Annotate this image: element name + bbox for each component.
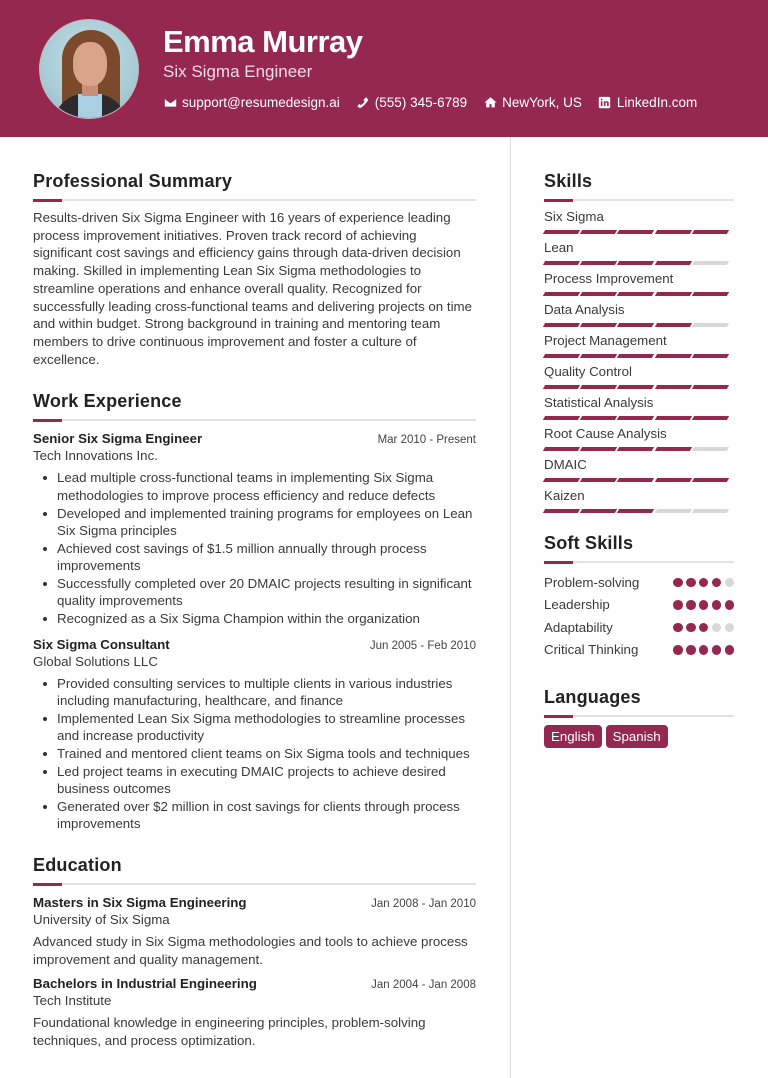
soft-skill-name: Problem-solving — [544, 574, 640, 590]
rating-segment — [654, 478, 691, 482]
contact-linkedin-text: LinkedIn.com — [616, 95, 698, 110]
rating-segment — [543, 509, 580, 513]
skill-item — [544, 240, 734, 265]
skill-rating-bar — [544, 509, 734, 513]
degree-title: Bachelors in Industrial Engineering — [33, 976, 257, 992]
language-badge: English — [544, 725, 602, 748]
rating-segment — [692, 292, 729, 296]
summary-text: Results-driven Six Sigma Engineer with 16 years of experience leading process improvement initiatives. Proven track record of achieving significant cost savings and efficiency gains through data-driven decision making. Skilled in implementing Lean Six Sigma methodologies to streamline operations and enhance overall quality. Recognized for successfully leading cross-functional teams and delivering projects on time and within budget. Strong background in training and mentoring team members to drive continuous improvement and foster a culture of excellence. — [33, 210, 473, 367]
rating-dot-icon — [673, 645, 683, 655]
rating-dot-icon — [725, 645, 735, 655]
skill-name: Six Sigma — [544, 209, 604, 224]
rating-segment — [617, 292, 654, 296]
rating-segment — [654, 354, 691, 358]
rating-segment — [617, 447, 654, 451]
skill-name: Data Analysis — [544, 302, 625, 317]
section-heading: Skills — [544, 171, 593, 191]
skill-rating-bar — [544, 478, 734, 482]
rating-segment — [692, 478, 729, 482]
skill-name: DMAIC — [544, 457, 587, 472]
skill-name: Root Cause Analysis — [544, 426, 667, 441]
job-entry — [33, 431, 476, 627]
rating-segment — [543, 416, 580, 420]
skills-list — [544, 209, 734, 513]
list-item: Trained and mentored client teams on Six Sigma tools and techniques — [33, 745, 476, 763]
rating-dot-icon — [725, 578, 735, 588]
contact-list — [163, 95, 713, 110]
experience-section — [33, 391, 476, 833]
soft-skill-item — [544, 594, 734, 617]
rating-segment — [543, 478, 580, 482]
rating-segment — [617, 354, 654, 358]
rating-segment — [543, 230, 580, 234]
skill-rating-bar — [544, 447, 734, 451]
profile-photo — [39, 19, 139, 119]
soft-skill-name: Critical Thinking — [544, 642, 639, 658]
section-heading: Soft Skills — [544, 533, 634, 553]
language-badge: Spanish — [606, 725, 668, 748]
section-rule — [544, 199, 734, 201]
education-date: Jan 2004 - Jan 2008 — [371, 979, 476, 992]
rating-segment — [617, 478, 654, 482]
rating-segment — [617, 323, 654, 327]
rating-segment — [543, 354, 580, 358]
education-entry — [33, 895, 476, 968]
rating-dot-icon — [712, 645, 722, 655]
list-item: Implemented Lean Six Sigma methodologies to streamline processes and increase productivity — [33, 710, 476, 745]
rating-dot-icon — [712, 578, 722, 588]
contact-email[interactable] — [163, 95, 340, 110]
rating-segment — [654, 323, 691, 327]
list-item: Developed and implemented training programs for employees on Lean Six Sigma principles — [33, 505, 476, 540]
rating-dot-icon — [712, 600, 722, 610]
skills-section — [544, 171, 734, 513]
section-heading: Professional Summary — [33, 171, 233, 191]
rating-segment — [580, 385, 617, 389]
rating-segment — [654, 292, 691, 296]
rating-segment — [692, 323, 729, 327]
home-icon — [483, 96, 497, 110]
job-title: Senior Six Sigma Engineer — [33, 431, 203, 447]
list-item: Provided consulting services to multiple clients in various industries including manufacturing, healthcare, and finance — [33, 675, 476, 710]
rating-segment — [543, 323, 580, 327]
skill-rating-bar — [544, 230, 734, 234]
rating-segment — [692, 354, 729, 358]
school-name: University of Six Sigma — [33, 912, 170, 928]
list-item: Lead multiple cross-functional teams in implementing Six Sigma methodologies to improve process efficiency and reduce defects — [33, 469, 476, 504]
rating-dot-icon — [673, 600, 683, 610]
skill-rating-bar — [544, 261, 734, 265]
rating-segment — [654, 385, 691, 389]
rating-segment — [692, 416, 729, 420]
skill-item — [544, 426, 734, 451]
rating-dot-icon — [712, 623, 722, 633]
summary-section — [33, 171, 476, 368]
rating-dot-icon — [699, 600, 709, 610]
main-column — [33, 137, 476, 1049]
soft-skill-rating — [670, 600, 734, 610]
education-entry — [33, 976, 476, 1049]
rating-dot-icon — [725, 600, 735, 610]
section-rule — [544, 561, 734, 563]
rating-segment — [543, 292, 580, 296]
rating-segment — [692, 447, 729, 451]
sidebar-column — [544, 137, 734, 748]
soft-skill-name: Adaptability — [544, 619, 613, 635]
contact-phone[interactable] — [356, 95, 467, 110]
skill-item — [544, 488, 734, 513]
job-title: Six Sigma Consultant — [33, 636, 170, 652]
skill-name: Kaizen — [544, 488, 585, 503]
rating-segment — [617, 509, 654, 513]
rating-segment — [692, 509, 729, 513]
contact-email-text: support@resumedesign.ai — [182, 95, 340, 110]
skill-item — [544, 271, 734, 296]
list-item: Achieved cost savings of $1.5 million annually through process improvements — [33, 540, 476, 575]
section-rule — [33, 419, 476, 421]
rating-dot-icon — [725, 623, 735, 633]
rating-segment — [580, 447, 617, 451]
soft-skill-rating — [670, 645, 734, 655]
rating-segment — [692, 261, 729, 265]
job-date: Mar 2010 - Present — [377, 434, 476, 447]
job-bullets — [33, 469, 476, 627]
rating-segment — [580, 323, 617, 327]
rating-segment — [617, 230, 654, 234]
skill-rating-bar — [544, 292, 734, 296]
skill-rating-bar — [544, 385, 734, 389]
rating-segment — [654, 509, 691, 513]
rating-dot-icon — [699, 645, 709, 655]
skill-rating-bar — [544, 416, 734, 420]
skill-name: Statistical Analysis — [544, 395, 654, 410]
column-divider — [510, 137, 511, 1078]
contact-phone-text: (555) 345-6789 — [374, 95, 468, 110]
rating-segment — [580, 230, 617, 234]
rating-dot-icon — [686, 578, 696, 588]
rating-segment — [692, 385, 729, 389]
contact-linkedin[interactable] — [598, 95, 697, 110]
envelope-icon — [163, 96, 177, 110]
skill-item — [544, 457, 734, 482]
soft-skill-item — [544, 571, 734, 594]
rating-segment — [654, 416, 691, 420]
contact-location — [483, 95, 582, 110]
list-item: Led project teams in executing DMAIC projects to achieve desired business outcomes — [33, 763, 476, 798]
languages-list — [544, 725, 734, 748]
soft-skill-rating — [670, 623, 734, 633]
rating-segment — [580, 292, 617, 296]
soft-skill-rating — [670, 578, 734, 588]
job-company: Tech Innovations Inc. — [33, 448, 158, 464]
rating-segment — [580, 416, 617, 420]
skill-item — [544, 333, 734, 358]
rating-segment — [654, 447, 691, 451]
section-rule — [544, 715, 734, 717]
rating-segment — [654, 261, 691, 265]
rating-segment — [543, 385, 580, 389]
skill-name: Quality Control — [544, 364, 632, 379]
skill-rating-bar — [544, 354, 734, 358]
section-rule — [33, 883, 476, 885]
rating-segment — [580, 509, 617, 513]
rating-dot-icon — [673, 623, 683, 633]
skill-item — [544, 395, 734, 420]
list-item: Generated over $2 million in cost savings for clients through process improvements — [33, 798, 476, 833]
degree-title: Masters in Six Sigma Engineering — [33, 895, 247, 911]
soft-skill-item — [544, 616, 734, 639]
rating-segment — [580, 261, 617, 265]
rating-segment — [654, 230, 691, 234]
contact-location-text: NewYork, US — [502, 95, 582, 110]
section-heading: Languages — [544, 687, 641, 707]
rating-dot-icon — [686, 623, 696, 633]
rating-segment — [617, 261, 654, 265]
rating-segment — [580, 354, 617, 358]
section-heading: Education — [33, 855, 122, 876]
skill-item — [544, 364, 734, 389]
section-heading: Work Experience — [33, 391, 182, 412]
skill-name: Project Management — [544, 333, 667, 348]
soft-skill-name: Leadership — [544, 597, 610, 613]
list-item: Successfully completed over 20 DMAIC projects resulting in significant quality improvements — [33, 575, 476, 610]
languages-section — [544, 687, 734, 748]
soft-skill-item — [544, 639, 734, 662]
rating-segment — [543, 447, 580, 451]
candidate-name: Emma Murray — [163, 24, 363, 59]
education-description: Foundational knowledge in engineering principles, problem-solving techniques, and process optimization. — [33, 1015, 426, 1048]
linkedin-icon — [598, 96, 612, 110]
section-rule — [33, 199, 476, 201]
rating-dot-icon — [699, 578, 709, 588]
rating-dot-icon — [673, 578, 683, 588]
skill-rating-bar — [544, 323, 734, 327]
rating-segment — [543, 261, 580, 265]
rating-segment — [692, 230, 729, 234]
resume-header — [0, 0, 768, 137]
rating-segment — [617, 416, 654, 420]
rating-dot-icon — [686, 600, 696, 610]
candidate-title: Six Sigma Engineer — [163, 62, 313, 81]
rating-segment — [580, 478, 617, 482]
list-item: Recognized as a Six Sigma Champion within the organization — [33, 610, 476, 628]
job-date: Jun 2005 - Feb 2010 — [369, 639, 476, 652]
skill-item — [544, 302, 734, 327]
skill-name: Process Improvement — [544, 271, 674, 286]
soft-skills-section — [544, 533, 734, 661]
rating-dot-icon — [686, 645, 696, 655]
job-entry — [33, 637, 476, 833]
rating-dot-icon — [699, 623, 709, 633]
phone-icon — [356, 96, 370, 110]
school-name: Tech Institute — [33, 993, 112, 1009]
skill-name: Lean — [544, 240, 574, 255]
education-date: Jan 2008 - Jan 2010 — [371, 898, 476, 911]
education-section — [33, 855, 476, 1049]
job-bullets — [33, 675, 476, 833]
soft-skills-list — [544, 571, 734, 661]
skill-item — [544, 209, 734, 234]
education-description: Advanced study in Six Sigma methodologies and tools to achieve process improvement and quality management. — [33, 934, 468, 967]
rating-segment — [617, 385, 654, 389]
job-company: Global Solutions LLC — [33, 653, 158, 669]
